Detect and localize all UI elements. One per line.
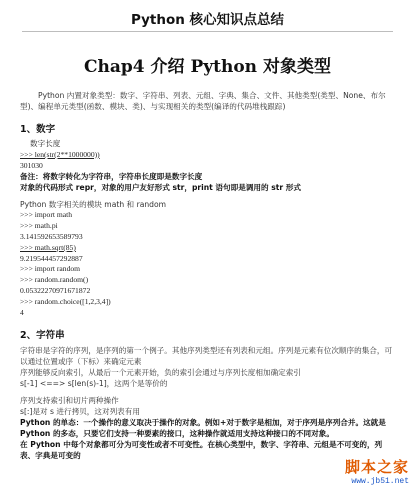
note-bold: 备注：将数字转化为字符串，字符串长度即是数字长度	[20, 172, 203, 182]
paragraph: 序列能够反向索引，从最后一个元素开始，负的索引会通过与序列长度相加确定索引	[20, 368, 301, 378]
note-bold: 在 Python 中每个对象都可分为可变性或者不可变性。在核心类型中，数字、字符串、元组是不可变的，列表、字典是可变的	[20, 440, 383, 461]
document-body	[20, 90, 397, 461]
code-line: >>> len(str(2**1000000))	[20, 149, 100, 159]
section-heading-strings: 2、字符串	[20, 330, 65, 342]
watermark-url: www.jb51.net	[351, 477, 409, 486]
len-label: 数字长度	[30, 139, 61, 148]
paragraph: 序列支持索引和切片两种操作	[20, 396, 119, 406]
modules-line: Python 数字相关的模块 math 和 random	[20, 200, 167, 210]
paragraph: s[-1] <==> s[len(s)-1]，这两个是等价的	[20, 379, 168, 389]
code-result: 301030	[20, 160, 43, 170]
watermark-brand: 脚本之家	[344, 458, 409, 476]
document-header-title: Python 核心知识点总结	[130, 12, 285, 28]
intro-paragraph: Python 内置对象类型：数字、字符串、列表、元组、字典、集合、文件、其他类型(类型、None、布尔型)、编程单元类型(函数、模块、类)、与实现相关的类型(编译的代码堆栈跟踪)	[20, 91, 386, 111]
code-line: >>> math.sqrt(85)	[20, 242, 76, 252]
code-line: >>> random.random()	[20, 275, 89, 285]
code-line: 3.141592653589793	[20, 231, 83, 241]
chapter-title: Chap4 介绍 Python 对象类型	[84, 57, 331, 77]
paragraph: s[:]是对 s 进行拷贝，这对列表有用	[20, 407, 140, 417]
code-line: >>> random.choice([1,2,3,4])	[20, 296, 111, 306]
paragraph: 字符串是字符的序列，是序列的第一个例子。其他序列类型还有列表和元组。序列是元素有位次顺序的集合，可以通过位置或序（下标）来确定元素	[20, 346, 393, 367]
code-line: >>> import math	[20, 210, 73, 220]
code-line: 0.0532227097167187​2	[20, 285, 91, 295]
section-heading-numbers: 1、数字	[20, 124, 56, 135]
note-bold: 对象的代码形式 repr，对象的用户友好形式 str，print 语句即是调用的 str 形式	[20, 183, 301, 193]
code-line: >>> import random	[20, 264, 81, 274]
header-divider	[22, 31, 393, 32]
note-bold: Python 的单态：一个操作的意义取决于操作的对象。例如+对于数字是相加，对于序列是序列合并。这就是 Python 的多态，只要它们支持一种要素的接口，这种操作就适用支持这种接口的不同对象。	[20, 418, 386, 439]
code-line: 9.219544457292887	[20, 253, 83, 263]
code-line: >>> math.pi	[20, 221, 58, 231]
watermark	[345, 456, 409, 486]
code-line: 4	[20, 307, 24, 317]
